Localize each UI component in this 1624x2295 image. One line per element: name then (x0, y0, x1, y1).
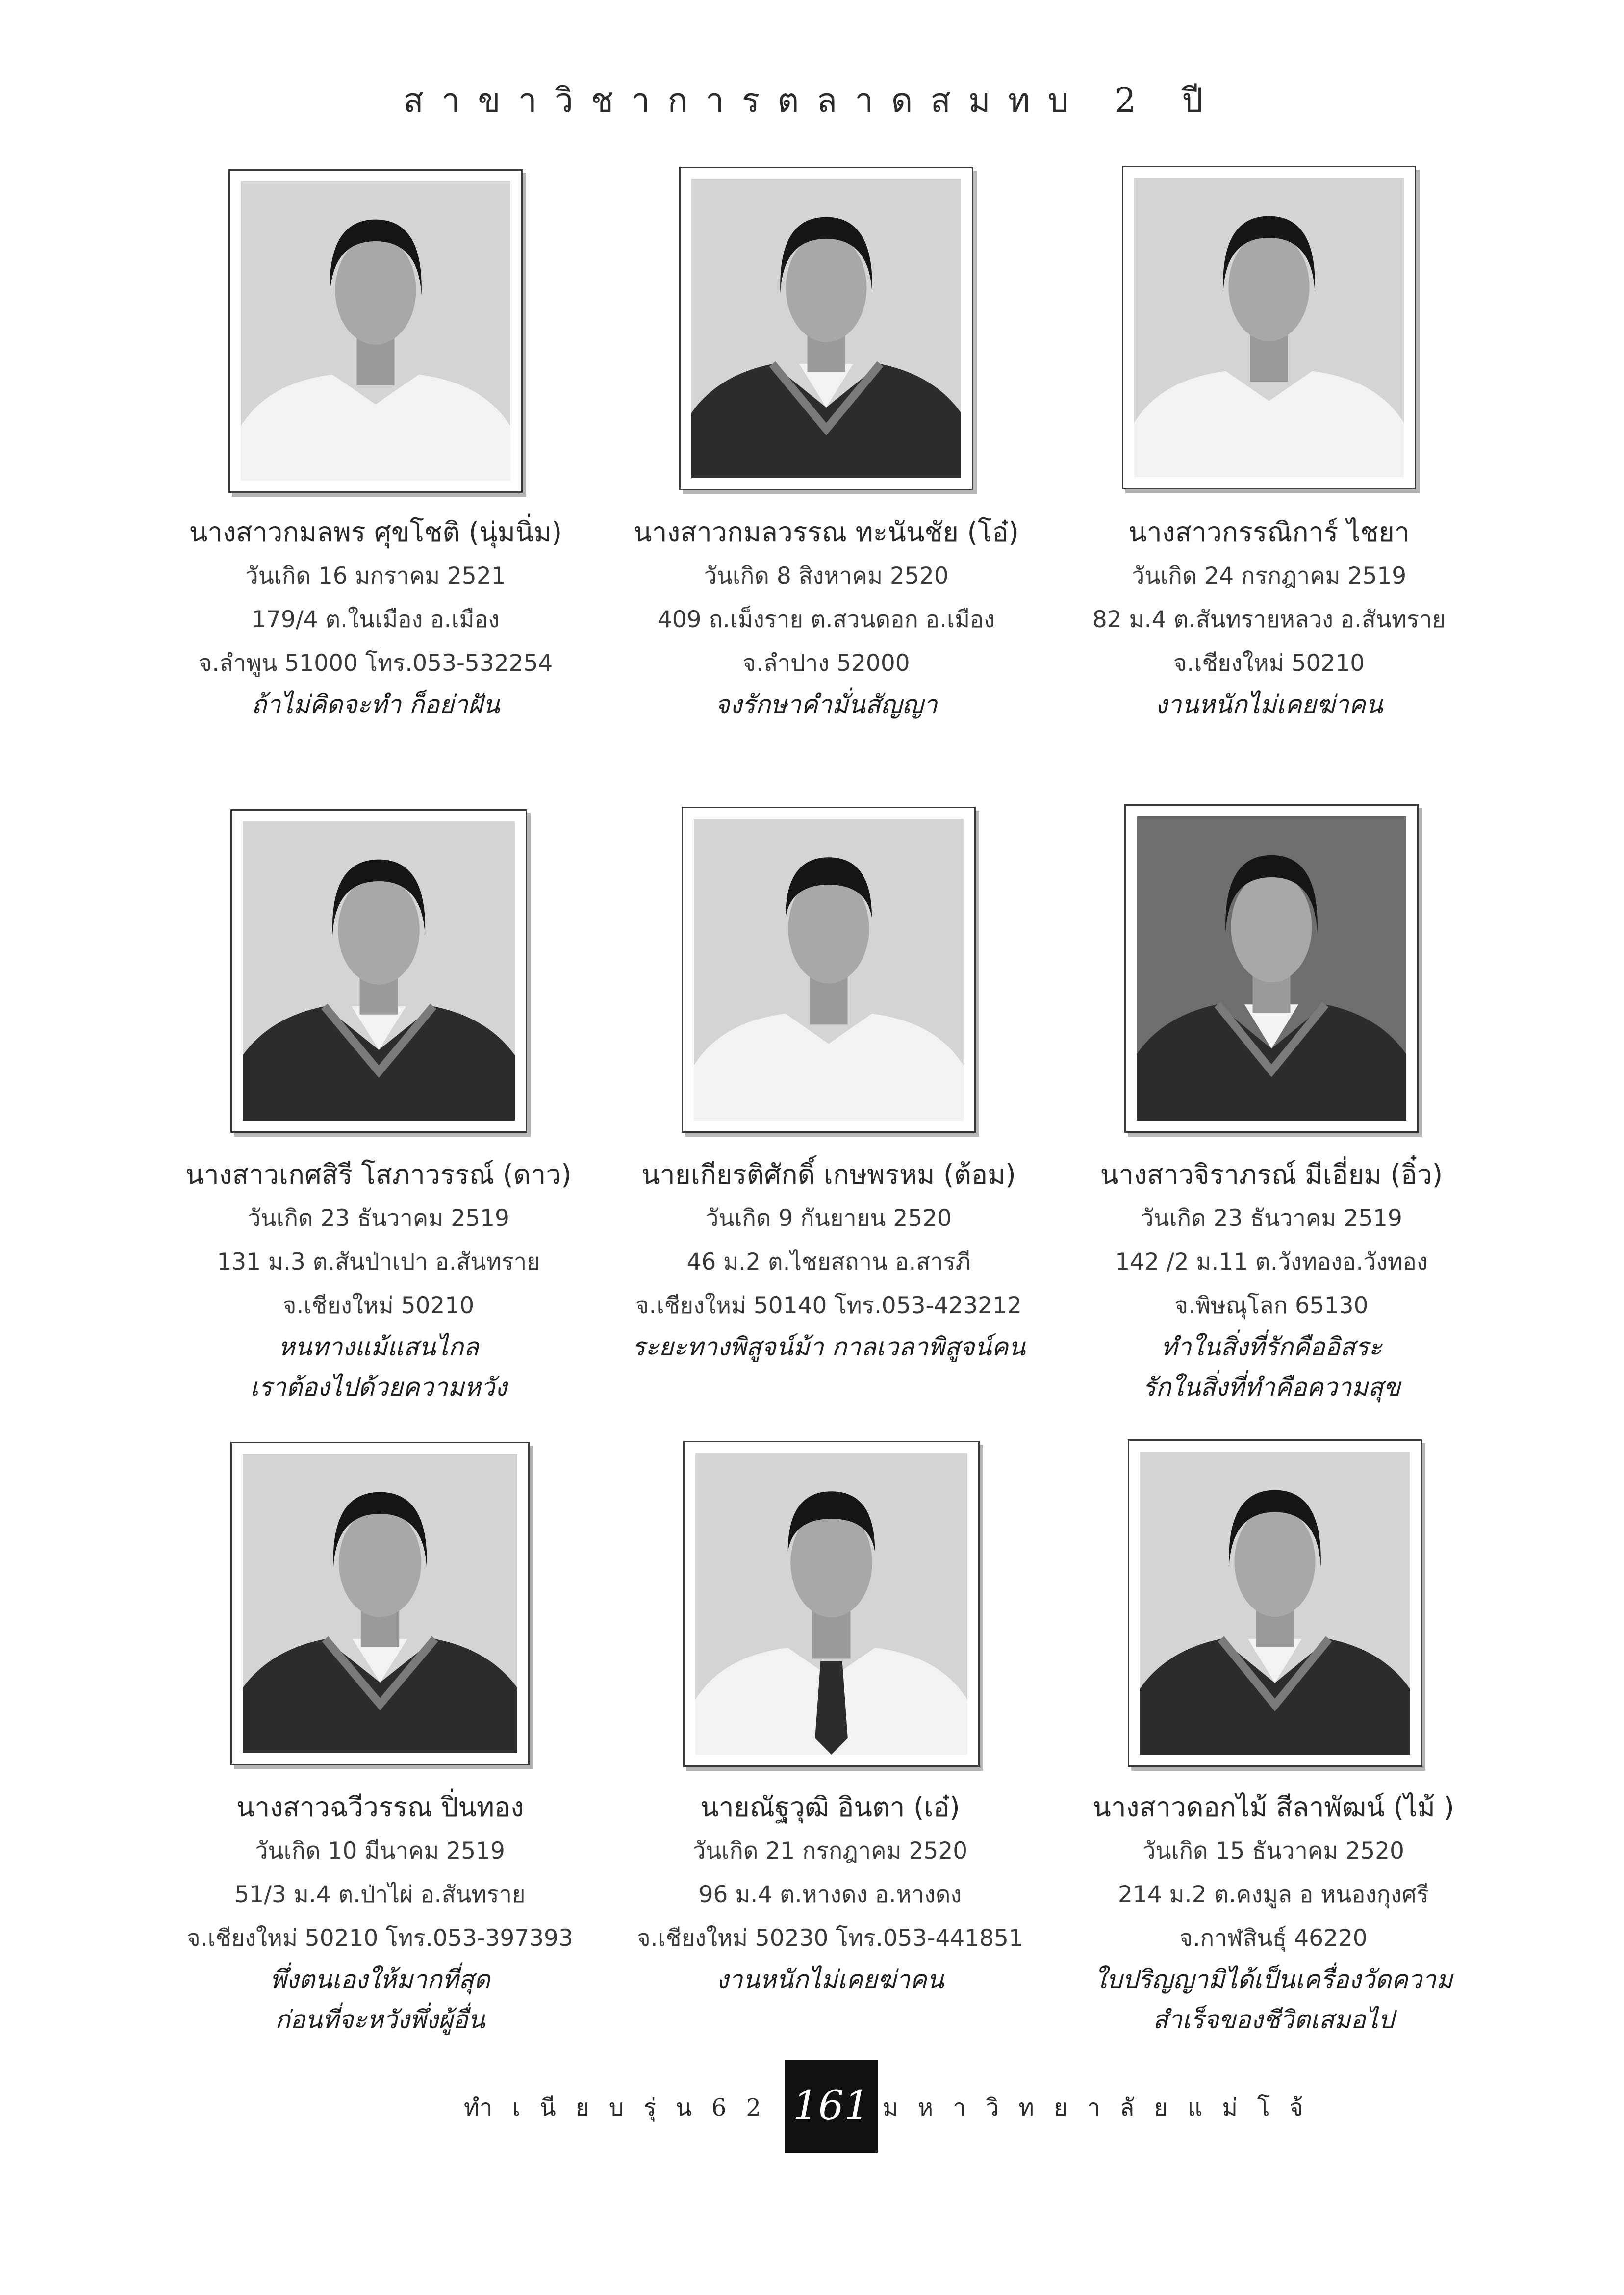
graduate-address-contact: จ.กาฬสินธุ์ 46220 (1179, 1925, 1368, 1952)
graduate-address: 179/4 ต.ในเมือง อ.เมือง (252, 606, 500, 633)
page-header-title: สาขาวิชาการตลาดสมทบ 2 ปี (403, 81, 1221, 120)
graduate-address: 214 ม.2 ต.คงมูล อ หนองกุงศรี (1118, 1881, 1429, 1908)
graduate-entry (1028, 1785, 1519, 2040)
graduate-entry (135, 1785, 625, 2040)
student-photo (228, 169, 523, 493)
graduate-birthdate: วันเกิด 23 ธันวาคม 2519 (1141, 1205, 1402, 1232)
student-photo (682, 807, 976, 1133)
graduate-motto: งานหนักไม่เคยฆ่าคน (716, 1965, 944, 1994)
graduate-motto: พึ่งตนเองให้มากที่สุด (270, 1965, 490, 1994)
graduate-motto: จงรักษาคำมั่นสัญญา (715, 690, 938, 719)
page-number-badge: 161 (785, 2060, 878, 2153)
graduate-address: 409 ถ.เม็งราย ต.สวนดอก อ.เมือง (657, 606, 995, 633)
graduate-entry (133, 1152, 624, 1408)
graduate-motto: รักในสิ่งที่ทำคือความสุข (1142, 1373, 1400, 1402)
graduate-name: นางสาวดอกไม้ สีลาพัฒน์ (ไม้ ) (1092, 1791, 1454, 1823)
graduate-address-contact: จ.ลำพูน 51000 โทร.053-532254 (198, 650, 553, 677)
graduate-birthdate: วันเกิด 23 ธันวาคม 2519 (248, 1205, 509, 1232)
graduate-name: นางสาวกมลวรรณ ทะนันชัย (โอ๋) (634, 516, 1019, 548)
graduate-birthdate: วันเกิด 15 ธันวาคม 2520 (1142, 1837, 1404, 1864)
graduate-birthdate: วันเกิด 24 กรกฎาคม 2519 (1131, 562, 1407, 589)
graduate-motto: ถ้าไม่คิดจะทำ ก็อย่าฝัน (251, 690, 500, 719)
student-photo (679, 167, 973, 490)
graduate-entry (130, 510, 621, 725)
graduate-motto: ระยะทางพิสูจน์ม้า กาลเวลาพิสูจน์คน (632, 1333, 1026, 1362)
graduate-motto: ก่อนที่จะหวังพึ่งผู้อื่น (275, 2006, 485, 2035)
graduate-address-contact: จ.ลำปาง 52000 (742, 650, 910, 677)
graduate-birthdate: วันเกิด 21 กรกฎาคม 2520 (692, 1837, 968, 1864)
graduate-entry (1024, 510, 1514, 725)
graduate-address-contact: จ.เชียงใหม่ 50140 โทร.053-423212 (635, 1292, 1022, 1319)
graduate-entry (581, 510, 1071, 725)
graduate-motto: หนทางแม้แสนไกล (278, 1333, 479, 1362)
student-photo (683, 1441, 980, 1767)
student-photo (230, 809, 527, 1133)
graduate-name: นางสาวเกศสิรี โสภาวรรณ์ (ดาว) (185, 1159, 572, 1190)
footer-university-name: มหาวิทยาลัยแม่โจ้ (883, 2094, 1323, 2121)
graduate-address: 131 ม.3 ต.สันป่าเปา อ.สันทราย (217, 1249, 540, 1275)
student-photo (1128, 1439, 1422, 1767)
graduate-entry (1026, 1152, 1517, 1408)
student-photo (230, 1442, 530, 1765)
graduate-address-contact: จ.เชียงใหม่ 50210 (282, 1292, 475, 1319)
graduate-name: นางสาวฉวีวรรณ ปิ่นทอง (236, 1791, 524, 1823)
graduate-entry (584, 1152, 1074, 1368)
graduate-birthdate: วันเกิด 9 กันยายน 2520 (705, 1205, 952, 1232)
graduate-address-contact: จ.เชียงใหม่ 50230 โทร.053-441851 (637, 1925, 1023, 1952)
graduate-address-contact: จ.พิษณุโลก 65130 (1174, 1292, 1369, 1319)
graduate-address-contact: จ.เชียงใหม่ 50210 โทร.053-397393 (187, 1925, 573, 1952)
graduate-motto: ทำในสิ่งที่รักคืออิสระ (1161, 1333, 1382, 1362)
page-footer (0, 2060, 1624, 2158)
student-photo (1124, 804, 1419, 1133)
student-photo (1122, 166, 1416, 489)
graduate-name: นางสาวกรรณิการ์ ไชยา (1128, 516, 1410, 548)
graduate-name: นายเกียรติศักดิ์ เกษพรหม (ต้อม) (641, 1159, 1016, 1190)
graduate-birthdate: วันเกิด 10 มีนาคม 2519 (255, 1837, 505, 1864)
graduate-motto: สำเร็จของชีวิตเสมอไป (1152, 2006, 1395, 2035)
graduate-motto: ใบปริญญามิได้เป็นเครื่องวัดความ (1094, 1965, 1453, 1994)
footer-yearbook-title: ทำเนียบรุ่น62 (463, 2094, 781, 2121)
graduate-entry (585, 1785, 1075, 2000)
graduate-address-contact: จ.เชียงใหม่ 50210 (1173, 650, 1365, 677)
graduate-name: นางสาวกมลพร ศุขโชติ (นุ่มนิ่ม) (189, 516, 562, 548)
graduate-address: 142 /2 ม.11 ต.วังทองอ.วังทอง (1115, 1249, 1428, 1275)
graduate-motto: งานหนักไม่เคยฆ่าคน (1155, 690, 1383, 719)
graduate-name: นางสาวจิราภรณ์ มีเอี่ยม (อิ๋ว) (1100, 1159, 1443, 1190)
graduate-birthdate: วันเกิด 16 มกราคม 2521 (245, 562, 506, 589)
graduate-name: นายณัฐวุฒิ อินตา (เอ๋) (700, 1791, 960, 1823)
graduate-motto: เราต้องไปด้วยความหวัง (250, 1373, 507, 1402)
graduate-address: 46 ม.2 ต.ไชยสถาน อ.สารภี (686, 1249, 971, 1275)
graduate-address: 96 ม.4 ต.หางดง อ.หางดง (698, 1881, 962, 1908)
graduate-address: 82 ม.4 ต.สันทรายหลวง อ.สันทราย (1092, 606, 1446, 633)
graduate-address: 51/3 ม.4 ต.ป่าไผ่ อ.สันทราย (234, 1881, 526, 1908)
graduate-birthdate: วันเกิด 8 สิงหาคม 2520 (704, 562, 949, 589)
